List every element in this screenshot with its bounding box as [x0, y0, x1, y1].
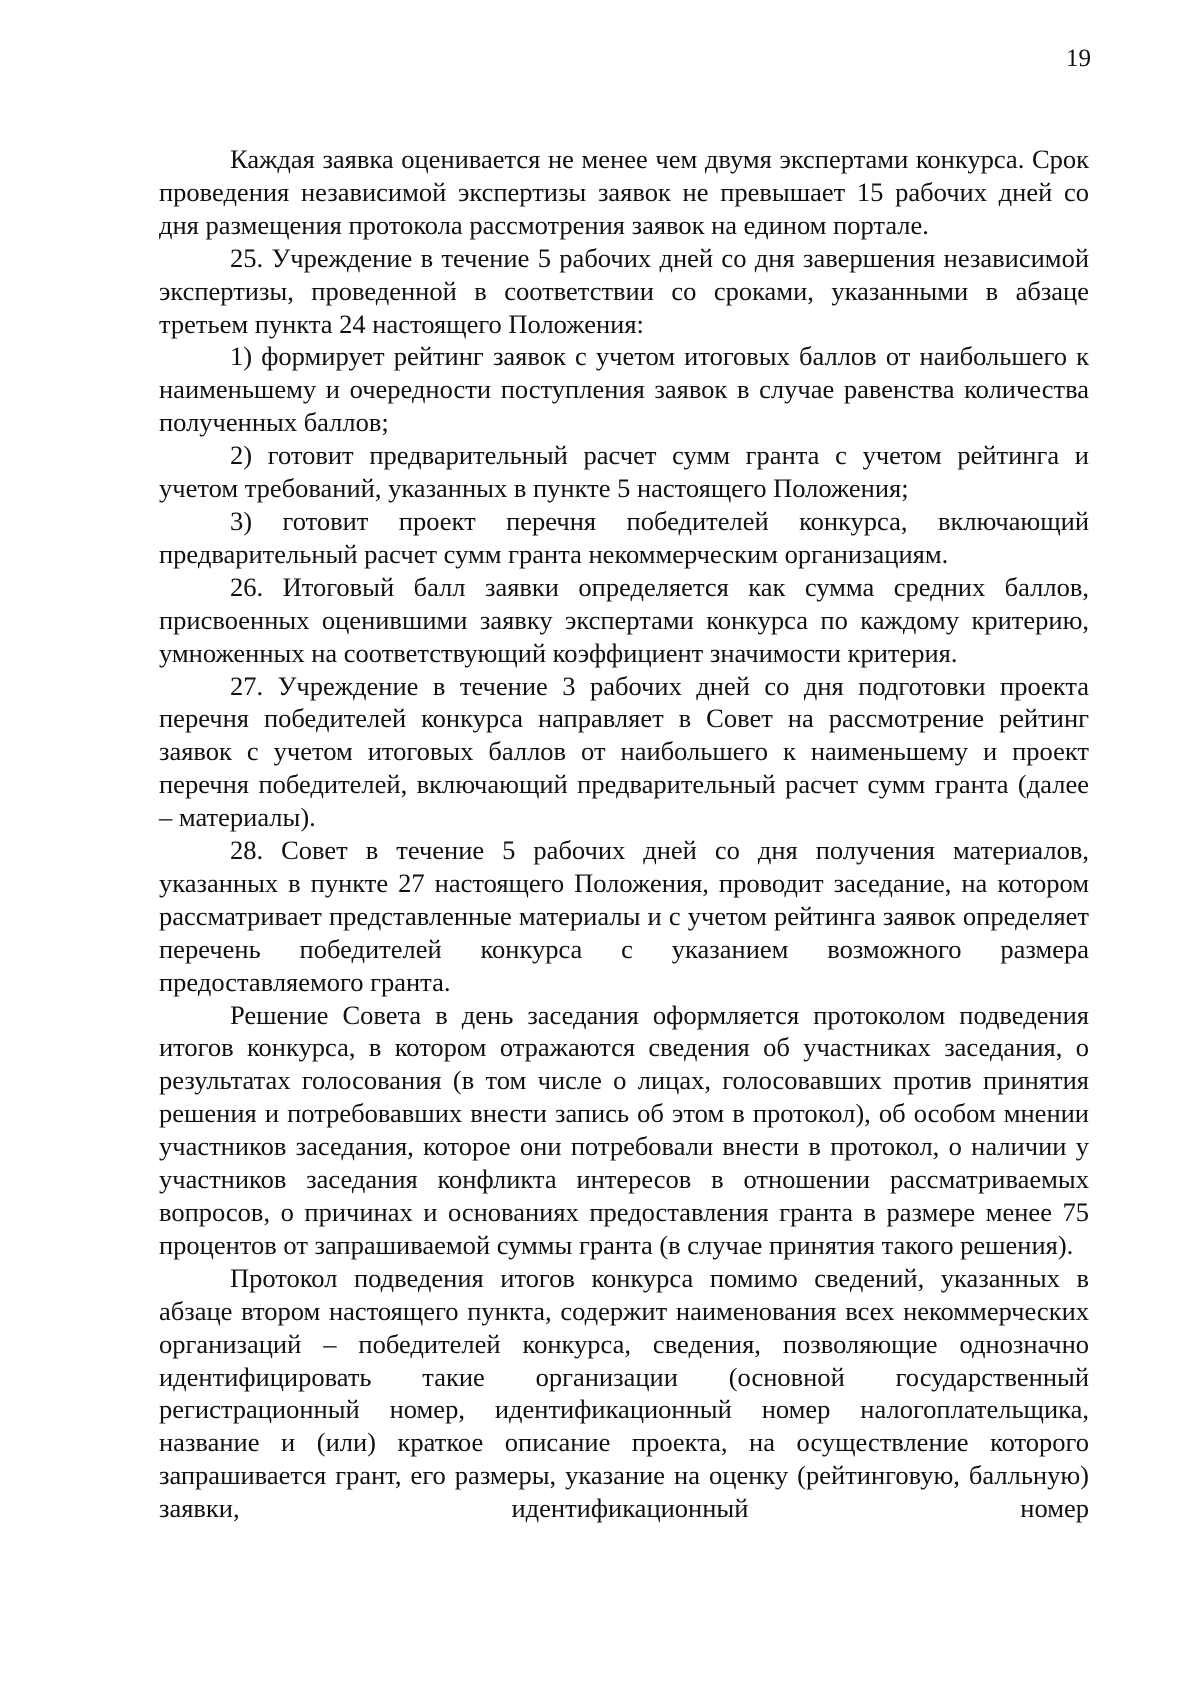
paragraph-subitem-3: 3) готовит проект перечня победителей конкурса, включающий предварительный расчет сумм гранта некоммерческим организациям.	[159, 505, 1089, 569]
page-number: 19	[1066, 45, 1091, 72]
paragraph-council-decision: Решение Совета в день заседания оформляется протоколом подведения итогов конкурса, в котором отражаются сведения об участниках заседания, о результатах голосования (в том числе о лицах, голосовавших против принятия решения и потребовавших внести запись об этом в протокол), об особом мнении участников заседания, которое они потребовали внести в протокол, о наличии у участников заседания конфликта интересов в отношении рассматриваемых вопросов, о причинах и основаниях предоставления гранта в размере менее 75 процентов от запрашиваемой суммы гранта (в случае принятия такого решения).	[159, 999, 1089, 1260]
paragraph-protocol-contents: Протокол подведения итогов конкурса помимо сведений, указанных в абзаце втором настоящего пункта, содержит наименования всех некоммерческих организаций – победителей конкурса, сведения, позволяющие однозначно идентифицировать такие организации (основной государственный регистрационный номер, идентификационный номер налогоплательщика, название и (или) краткое описание проекта, на осуществление которого запрашивается грант, его размеры, указание на оценку (рейтинговую, балльную) заявки, идентификационный номер	[159, 1262, 1089, 1524]
paragraph-expert-evaluation: Каждая заявка оценивается не менее чем двумя экспертами конкурса. Срок проведения независимой экспертизы заявок не превышает 15 рабочих дней со дня размещения протокола рассмотрения заявок на едином портале.	[159, 144, 1089, 240]
document-body	[159, 143, 1089, 1525]
paragraph-subitem-2: 2) готовит предварительный расчет сумм гранта с учетом рейтинга и учетом требований, указанных в пункте 5 настоящего Положения;	[159, 440, 1089, 504]
paragraph-subitem-1: 1) формирует рейтинг заявок с учетом итоговых баллов от наибольшего к наименьшему и очередности поступления заявок в случае равенства количества полученных баллов;	[159, 341, 1089, 438]
paragraph-item-28: 28. Совет в течение 5 рабочих дней со дня получения материалов, указанных в пункте 27 настоящего Положения, проводит заседание, на котором рассматривает представленные материалы и с учетом рейтинга заявок определяет перечень победителей конкурса с указанием возможного размера предоставляемого гранта.	[159, 835, 1089, 997]
paragraph-item-26: 26. Итоговый балл заявки определяется как сумма средних баллов, присвоенных оценившими заявку экспертами конкурса по каждому критерию, умноженных на соответствующий коэффициент значимости критерия.	[159, 571, 1089, 668]
paragraph-item-27: 27. Учреждение в течение 3 рабочих дней со дня подготовки проекта перечня победителей конкурса направляет в Совет на рассмотрение рейтинг заявок с учетом итоговых баллов от наибольшего к наименьшему и проект перечня победителей, включающий предварительный расчет сумм гранта (далее – материалы).	[159, 670, 1089, 833]
paragraph-item-25: 25. Учреждение в течение 5 рабочих дней со дня завершения независимой экспертизы, проведенной в соответствии со сроками, указанными в абзаце третьем пункта 24 настоящего Положения:	[159, 242, 1089, 339]
